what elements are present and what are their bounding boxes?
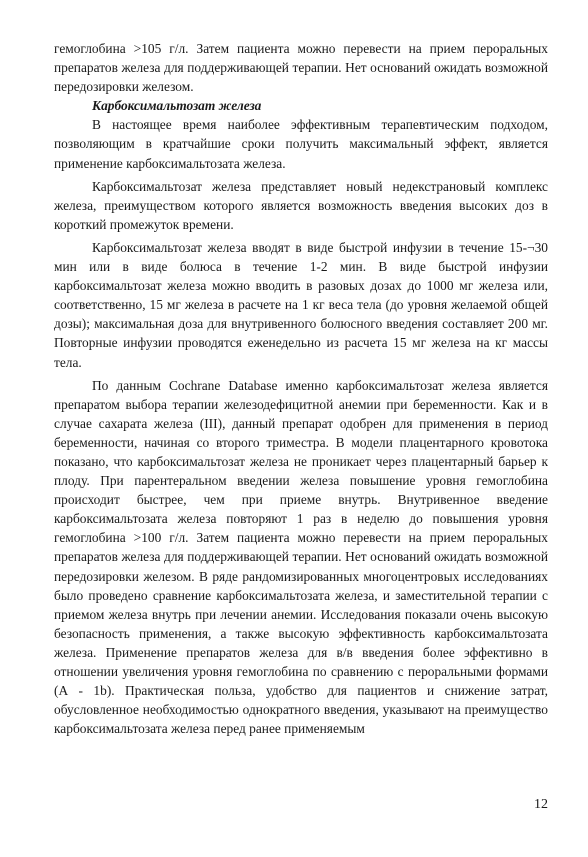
paragraph: По данным Cochrane Database именно карбоксимальтозат железа является препаратом выбора терапии железодефицитной анемии при беременности. Как и в случае сахарата железа (III), данный препарат одобрен для применения в период беременности, начиная со второго триместра. В модели плацентарного кровотока показано, что карбоксимальтозат железа не проникает через плацентарный барьер к плоду. При парентеральном введении железа повышение уровня гемоглобина происходит быстрее, чем при приеме внутрь. Внутривенное введение карбоксимальтозата железа повторяют 1 раз в неделю до повышения уровня гемоглобина >100 г/л. Затем пациента можно перевести на прием пероральных препаратов железа для поддерживающей терапии. Нет оснований ожидать возможной передозировки железом. В ряде рандомизированных многоцентровых исследованиях было проведено сравнение карбоксимальтозата железа, и заместительной терапии с приемом железа внутрь при лечении анемии. Исследования показали очень высокую безопасность применения, а также высокую эффективность карбоксимальтозата железа. Применение препаратов железа для в/в введения более эффективно в отношении увеличения уровня гемоглобина по сравнению с пероральными формами (А - 1b). Практическая польза, удобство для пациентов и снижение затрат, обусловленное необходимостью однократного введения, указывают на преимущество карбоксимальтозата железа перед ранее применяемым [54, 377, 548, 737]
paragraph: Карбоксимальтозат железа представляет новый недекстрановый комплекс железа, преимуществом которого является возможность введения высоких доз в короткий промежуток времени. [54, 178, 548, 232]
page-number: 12 [534, 797, 548, 812]
paragraph: Карбоксимальтозат железа вводят в виде быстрой инфузии в течение 15-¬30 мин или в виде болюса в течение 1-2 мин. В виде быстрой инфузии карбоксимальтозат железа можно вводить в разовых дозах до 1000 мг железа или, соответственно, 15 мг железа в расчете на 1 кг веса тела (до уровня желаемой общей дозы); максимальная доза для внутривенного болюсного введения составляет 200 мг. Повторные инфузии проводятся еженедельно из расчета 15 мг железа на кг массы тела. [54, 239, 548, 370]
section-heading: Карбоксимальтозат железа [92, 98, 262, 114]
paragraph-continuation: гемоглобина >105 г/л. Затем пациента можно перевести на прием пероральных препаратов железа для поддерживающей терапии. Нет оснований ожидать возможной передозировки железом. [54, 41, 548, 95]
paragraph: В настоящее время наиболее эффективным терапевтическим подходом, позволяющим в кратчайшие сроки получить максимальный эффект, является применение карбоксимальтозата железа. [54, 117, 548, 171]
page-body [54, 39, 548, 738]
